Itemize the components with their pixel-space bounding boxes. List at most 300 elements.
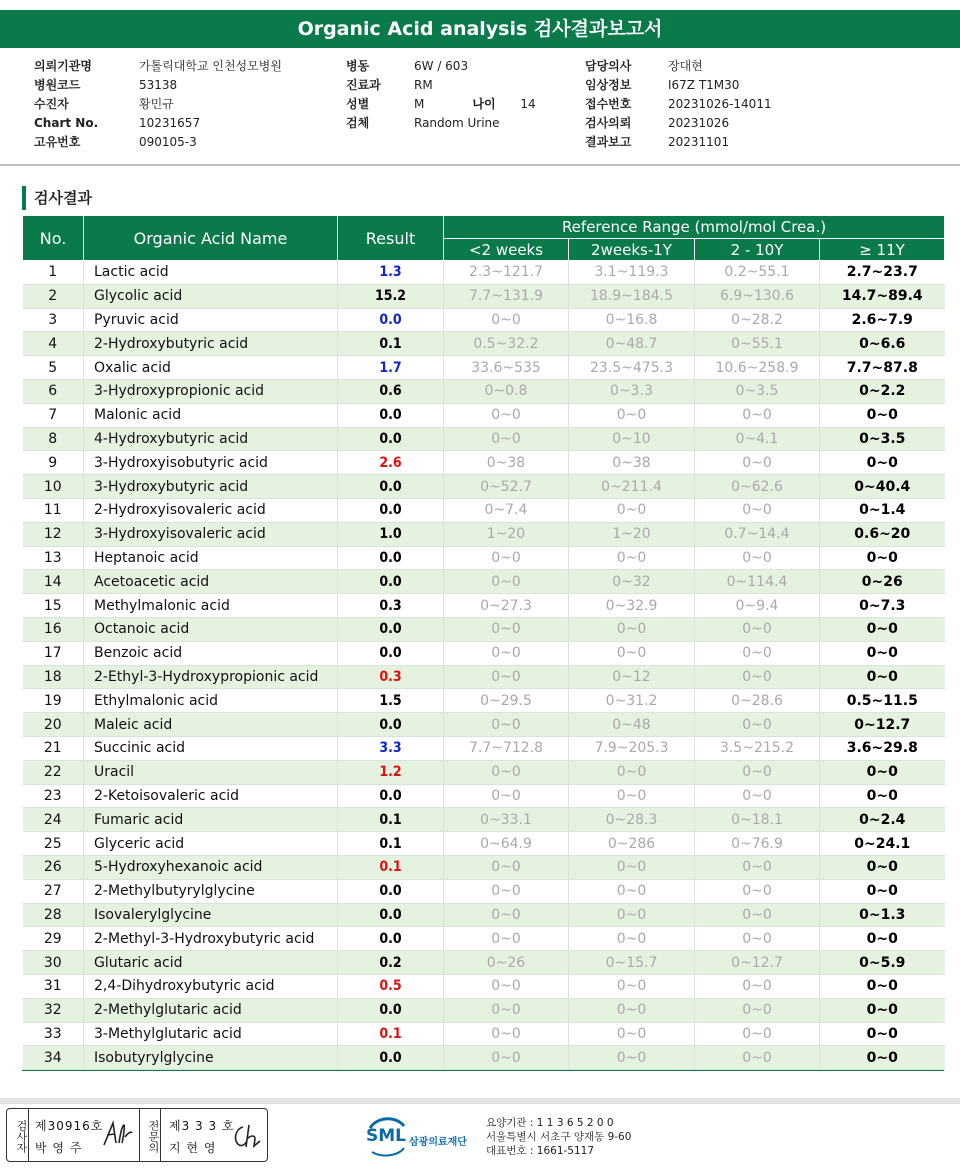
results-table: [22, 215, 945, 1070]
table-row: [23, 665, 945, 689]
result-value: 0.1: [338, 332, 444, 356]
range-11y-plus: 2.6~7.9: [820, 308, 945, 332]
range-2-10y: 0~0: [695, 760, 820, 784]
table-bottom-rule: [22, 1070, 944, 1071]
result-value: 0.0: [338, 427, 444, 451]
info-value: 10231657: [139, 115, 201, 130]
sml-logo-text: SML: [366, 1126, 406, 1146]
acid-name: Uracil: [84, 760, 338, 784]
range-2-10y: 0~9.4: [695, 594, 820, 618]
table-row: [23, 522, 945, 546]
info-label: 임상정보: [585, 78, 632, 92]
info-value: I67Z T1M30: [668, 77, 740, 92]
range-2weeks-1y: 0~3.3: [569, 379, 695, 403]
range-2weeks-1y: 0~0: [569, 546, 695, 570]
result-value: 0.0: [338, 879, 444, 903]
range-under-2-weeks: 0~0: [444, 665, 569, 689]
table-row: [23, 261, 945, 285]
acid-name: Glycolic acid: [84, 284, 338, 308]
table-row: [23, 570, 945, 594]
table-row: [23, 808, 945, 832]
range-11y-plus: 0~5.9: [820, 951, 945, 975]
info-label: 접수번호: [585, 97, 632, 111]
info-value: 20231101: [668, 134, 730, 149]
info-label: 결과보고: [585, 135, 632, 149]
row-number: 24: [23, 808, 84, 832]
row-number: 3: [23, 308, 84, 332]
row-number: 13: [23, 546, 84, 570]
range-11y-plus: 0~1.4: [820, 498, 945, 522]
row-number: 15: [23, 594, 84, 618]
info-value: 황민규: [139, 97, 174, 111]
age-label: 나이: [472, 97, 496, 111]
organization-info: [486, 1116, 631, 1158]
range-under-2-weeks: 0~0: [444, 570, 569, 594]
range-2-10y: 0~0: [695, 546, 820, 570]
header-range-11y-plus: ≥ 11Y: [820, 239, 945, 261]
range-2-10y: 0~0: [695, 498, 820, 522]
confirmer-name: 지 현 영: [169, 1141, 217, 1155]
table-row: [23, 1046, 945, 1070]
table-row: [23, 974, 945, 998]
result-value: 0.3: [338, 594, 444, 618]
row-number: 4: [23, 332, 84, 356]
range-2weeks-1y: 0~15.7: [569, 951, 695, 975]
row-number: 26: [23, 855, 84, 879]
header-info-column-1: [34, 56, 282, 151]
table-row: [23, 617, 945, 641]
range-2-10y: 0~18.1: [695, 808, 820, 832]
range-under-2-weeks: 0~0: [444, 903, 569, 927]
info-label: 의뢰기관명: [34, 59, 92, 73]
info-label: 검사의뢰: [585, 116, 632, 130]
acid-name: 3-Methylglutaric acid: [84, 1022, 338, 1046]
acid-name: 2-Methyl-3-Hydroxybutyric acid: [84, 927, 338, 951]
range-under-2-weeks: 0~0: [444, 1022, 569, 1046]
row-number: 27: [23, 879, 84, 903]
range-2-10y: 0~0: [695, 903, 820, 927]
range-2weeks-1y: 0~0: [569, 998, 695, 1022]
range-under-2-weeks: 7.7~131.9: [444, 284, 569, 308]
range-2weeks-1y: 0~211.4: [569, 475, 695, 499]
range-under-2-weeks: 7.7~712.8: [444, 736, 569, 760]
range-under-2-weeks: 0~0: [444, 998, 569, 1022]
result-value: 1.7: [338, 356, 444, 380]
range-under-2-weeks: 1~20: [444, 522, 569, 546]
range-2-10y: 0~28.2: [695, 308, 820, 332]
range-11y-plus: 0~0: [820, 784, 945, 808]
acid-name: Heptanoic acid: [84, 546, 338, 570]
range-11y-plus: 0~0: [820, 1022, 945, 1046]
range-2weeks-1y: 0~32.9: [569, 594, 695, 618]
range-under-2-weeks: 0~29.5: [444, 689, 569, 713]
result-value: 3.3: [338, 736, 444, 760]
result-value: 2.6: [338, 451, 444, 475]
range-2weeks-1y: 0~0: [569, 927, 695, 951]
row-number: 23: [23, 784, 84, 808]
range-2-10y: 0~12.7: [695, 951, 820, 975]
range-2weeks-1y: 0~32: [569, 570, 695, 594]
range-2weeks-1y: 18.9~184.5: [569, 284, 695, 308]
row-number: 28: [23, 903, 84, 927]
info-value: 53138: [139, 77, 178, 92]
info-value: 가톨릭대학교 인천성모병원: [139, 59, 282, 73]
examiner-label: 검사자: [7, 1109, 29, 1161]
range-2weeks-1y: 1~20: [569, 522, 695, 546]
row-number: 16: [23, 617, 84, 641]
info-label: 담당의사: [585, 59, 632, 73]
table-row: [23, 451, 945, 475]
result-value: 0.0: [338, 498, 444, 522]
range-2-10y: 0~0: [695, 927, 820, 951]
table-row: [23, 332, 945, 356]
range-2-10y: 0~4.1: [695, 427, 820, 451]
range-under-2-weeks: 0~0: [444, 1046, 569, 1070]
confirmer-license-no: 제3 3 3 호: [169, 1119, 235, 1133]
table-row: [23, 379, 945, 403]
info-label: 병원코드: [34, 78, 81, 92]
table-row: [23, 308, 945, 332]
acid-name: 4-Hydroxybutyric acid: [84, 427, 338, 451]
table-row: [23, 546, 945, 570]
result-value: 0.0: [338, 403, 444, 427]
result-value: 1.2: [338, 760, 444, 784]
row-number: 21: [23, 736, 84, 760]
header-range-2weeks-1y: 2weeks-1Y: [569, 239, 695, 261]
table-row: [23, 427, 945, 451]
row-number: 5: [23, 356, 84, 380]
range-2-10y: 0~0: [695, 451, 820, 475]
range-2weeks-1y: 0~0: [569, 1022, 695, 1046]
acid-name: Succinic acid: [84, 736, 338, 760]
info-row: [34, 132, 282, 151]
range-2-10y: 6.9~130.6: [695, 284, 820, 308]
range-11y-plus: 0~0: [820, 879, 945, 903]
signature-box: [6, 1108, 268, 1162]
row-number: 14: [23, 570, 84, 594]
info-label: 수진자: [34, 97, 69, 111]
range-2weeks-1y: 0~48: [569, 713, 695, 737]
row-number: 11: [23, 498, 84, 522]
result-value: 0.0: [338, 1046, 444, 1070]
row-number: 6: [23, 379, 84, 403]
table-row: [23, 284, 945, 308]
range-2weeks-1y: 0~0: [569, 498, 695, 522]
range-2-10y: 0~0: [695, 713, 820, 737]
range-11y-plus: 0~0: [820, 998, 945, 1022]
range-11y-plus: 0.5~11.5: [820, 689, 945, 713]
acid-name: Pyruvic acid: [84, 308, 338, 332]
table-row: [23, 927, 945, 951]
table-row: [23, 689, 945, 713]
acid-name: Glyceric acid: [84, 832, 338, 856]
result-value: 0.0: [338, 546, 444, 570]
footer-divider: [0, 1098, 960, 1104]
examiner-license-no: 제30916호: [35, 1119, 104, 1133]
info-value: 장대현: [668, 59, 703, 73]
result-value: 0.0: [338, 927, 444, 951]
table-row: [23, 760, 945, 784]
report-title: Organic Acid analysis 검사결과보고서: [0, 10, 960, 48]
range-2-10y: 0~0: [695, 998, 820, 1022]
range-11y-plus: 0~0: [820, 927, 945, 951]
header-no: No.: [23, 216, 84, 261]
acid-name: 2-Methylglutaric acid: [84, 998, 338, 1022]
table-row: [23, 832, 945, 856]
range-2-10y: 0.2~55.1: [695, 261, 820, 285]
acid-name: Octanoic acid: [84, 617, 338, 641]
info-row: [346, 113, 536, 132]
confirmer-signature-icon: [229, 1121, 263, 1151]
row-number: 1: [23, 261, 84, 285]
results-body: [23, 261, 945, 1070]
examiner-signature-icon: [101, 1119, 135, 1151]
acid-name: Isovalerylglycine: [84, 903, 338, 927]
range-11y-plus: 3.6~29.8: [820, 736, 945, 760]
result-value: 0.0: [338, 617, 444, 641]
range-2-10y: 0~0: [695, 879, 820, 903]
row-number: 25: [23, 832, 84, 856]
header-info-column-2: [346, 56, 536, 132]
acid-name: Methylmalonic acid: [84, 594, 338, 618]
range-11y-plus: 0~24.1: [820, 832, 945, 856]
info-label: Chart No.: [34, 115, 99, 130]
info-label: 검체: [346, 116, 370, 130]
range-2-10y: 0~3.5: [695, 379, 820, 403]
acid-name: Fumaric acid: [84, 808, 338, 832]
info-row: [585, 113, 772, 132]
range-under-2-weeks: 0~38: [444, 451, 569, 475]
org-line: 요양기관 : 1 1 3 6 5 2 0 0: [486, 1117, 614, 1129]
range-2-10y: 0~0: [695, 617, 820, 641]
acid-name: Benzoic acid: [84, 641, 338, 665]
range-2-10y: 0~0: [695, 1046, 820, 1070]
result-value: 0.6: [338, 379, 444, 403]
acid-name: 2-Ethyl-3-Hydroxypropionic acid: [84, 665, 338, 689]
result-value: 0.0: [338, 713, 444, 737]
row-number: 31: [23, 974, 84, 998]
row-number: 7: [23, 403, 84, 427]
range-11y-plus: 0~0: [820, 974, 945, 998]
row-number: 18: [23, 665, 84, 689]
range-under-2-weeks: 0~26: [444, 951, 569, 975]
table-row: [23, 594, 945, 618]
row-number: 12: [23, 522, 84, 546]
row-number: 22: [23, 760, 84, 784]
range-2-10y: 0~0: [695, 1022, 820, 1046]
row-number: 30: [23, 951, 84, 975]
range-2weeks-1y: 0~0: [569, 903, 695, 927]
acid-name: 2-Methylbutyrylglycine: [84, 879, 338, 903]
table-row: [23, 641, 945, 665]
table-row: [23, 903, 945, 927]
table-row: [23, 356, 945, 380]
table-row: [23, 736, 945, 760]
range-2-10y: 0~0: [695, 784, 820, 808]
info-row: [346, 94, 536, 113]
row-number: 19: [23, 689, 84, 713]
acid-name: 3-Hydroxyisobutyric acid: [84, 451, 338, 475]
header-name: Organic Acid Name: [84, 216, 338, 261]
table-row: [23, 784, 945, 808]
info-value: RM: [414, 77, 433, 92]
range-2weeks-1y: 0~0: [569, 784, 695, 808]
range-11y-plus: 0~1.3: [820, 903, 945, 927]
acid-name: 2-Hydroxyisovaleric acid: [84, 498, 338, 522]
row-number: 20: [23, 713, 84, 737]
result-value: 0.0: [338, 641, 444, 665]
range-under-2-weeks: 0~0: [444, 927, 569, 951]
info-row: [34, 56, 282, 75]
range-2-10y: 0.7~14.4: [695, 522, 820, 546]
info-value: 20231026-14011: [668, 96, 772, 111]
info-value: Random Urine: [414, 115, 500, 130]
acid-name: Acetoacetic acid: [84, 570, 338, 594]
range-11y-plus: 7.7~87.8: [820, 356, 945, 380]
range-2weeks-1y: 7.9~205.3: [569, 736, 695, 760]
result-value: 1.5: [338, 689, 444, 713]
row-number: 2: [23, 284, 84, 308]
acid-name: 3-Hydroxybutyric acid: [84, 475, 338, 499]
acid-name: Maleic acid: [84, 713, 338, 737]
info-value: 090105-3: [139, 134, 197, 149]
acid-name: 5-Hydroxyhexanoic acid: [84, 855, 338, 879]
range-under-2-weeks: 0~27.3: [444, 594, 569, 618]
row-number: 32: [23, 998, 84, 1022]
acid-name: 2-Ketoisovaleric acid: [84, 784, 338, 808]
info-row: [346, 75, 536, 94]
range-under-2-weeks: 0~0: [444, 308, 569, 332]
range-2-10y: 0~0: [695, 403, 820, 427]
acid-name: 3-Hydroxyisovaleric acid: [84, 522, 338, 546]
table-row: [23, 403, 945, 427]
range-under-2-weeks: 0~0: [444, 855, 569, 879]
range-under-2-weeks: 0~0: [444, 546, 569, 570]
acid-name: Glutaric acid: [84, 951, 338, 975]
result-value: 0.1: [338, 855, 444, 879]
table-row: [23, 951, 945, 975]
range-2weeks-1y: 0~0: [569, 760, 695, 784]
range-11y-plus: 0~0: [820, 855, 945, 879]
range-under-2-weeks: 0~52.7: [444, 475, 569, 499]
range-2weeks-1y: 0~0: [569, 974, 695, 998]
range-under-2-weeks: 0~0: [444, 427, 569, 451]
range-under-2-weeks: 0~0.8: [444, 379, 569, 403]
range-2weeks-1y: 0~12: [569, 665, 695, 689]
row-number: 10: [23, 475, 84, 499]
range-under-2-weeks: 0~0: [444, 641, 569, 665]
result-value: 1.0: [338, 522, 444, 546]
result-value: 0.0: [338, 784, 444, 808]
range-under-2-weeks: 2.3~121.7: [444, 261, 569, 285]
range-2-10y: 0~0: [695, 855, 820, 879]
range-under-2-weeks: 0~0: [444, 784, 569, 808]
info-row: [34, 113, 282, 132]
confirmer-label: 전문의: [139, 1109, 161, 1161]
row-number: 9: [23, 451, 84, 475]
range-11y-plus: 0~40.4: [820, 475, 945, 499]
acid-name: Ethylmalonic acid: [84, 689, 338, 713]
acid-name: 2,4-Dihydroxybutyric acid: [84, 974, 338, 998]
info-row: [585, 94, 772, 113]
range-under-2-weeks: 0~0: [444, 713, 569, 737]
info-row: [585, 75, 772, 94]
header-info-column-3: [585, 56, 772, 151]
header-result: Result: [338, 216, 444, 261]
range-under-2-weeks: 0~0: [444, 879, 569, 903]
table-row: [23, 475, 945, 499]
range-2weeks-1y: 0~0: [569, 617, 695, 641]
range-11y-plus: 0~0: [820, 546, 945, 570]
result-value: 1.3: [338, 261, 444, 285]
range-2-10y: 0~0: [695, 641, 820, 665]
info-label: 고유번호: [34, 135, 81, 149]
range-11y-plus: 0~7.3: [820, 594, 945, 618]
range-2-10y: 0~28.6: [695, 689, 820, 713]
range-under-2-weeks: 0~0: [444, 974, 569, 998]
age-value: 14: [520, 96, 536, 111]
table-row: [23, 1022, 945, 1046]
row-number: 29: [23, 927, 84, 951]
range-under-2-weeks: 0.5~32.2: [444, 332, 569, 356]
result-value: 0.0: [338, 475, 444, 499]
range-2weeks-1y: 0~0: [569, 1046, 695, 1070]
range-2weeks-1y: 0~31.2: [569, 689, 695, 713]
result-value: 0.1: [338, 1022, 444, 1046]
range-under-2-weeks: 0~33.1: [444, 808, 569, 832]
header-reference-range: Reference Range (mmol/mol Crea.): [444, 216, 945, 239]
table-row: [23, 498, 945, 522]
result-value: 0.5: [338, 974, 444, 998]
range-2weeks-1y: 3.1~119.3: [569, 261, 695, 285]
range-2-10y: 0~0: [695, 974, 820, 998]
range-2weeks-1y: 0~0: [569, 403, 695, 427]
range-under-2-weeks: 0~64.9: [444, 832, 569, 856]
range-2weeks-1y: 0~38: [569, 451, 695, 475]
result-value: 15.2: [338, 284, 444, 308]
range-2-10y: 0~0: [695, 665, 820, 689]
result-value: 0.3: [338, 665, 444, 689]
acid-name: 3-Hydroxypropionic acid: [84, 379, 338, 403]
range-under-2-weeks: 0~7.4: [444, 498, 569, 522]
result-value: 0.1: [338, 832, 444, 856]
examiner-name: 박 영 주: [35, 1141, 83, 1155]
range-11y-plus: 0~0: [820, 760, 945, 784]
range-11y-plus: 0~0: [820, 451, 945, 475]
info-row: [34, 75, 282, 94]
range-2weeks-1y: 0~16.8: [569, 308, 695, 332]
range-under-2-weeks: 0~0: [444, 403, 569, 427]
range-under-2-weeks: 0~0: [444, 617, 569, 641]
range-2-10y: 0~55.1: [695, 332, 820, 356]
header-divider: [0, 164, 960, 166]
result-value: 0.0: [338, 903, 444, 927]
range-2-10y: 10.6~258.9: [695, 356, 820, 380]
section-title: 검사결과: [22, 186, 92, 210]
range-2weeks-1y: 0~286: [569, 832, 695, 856]
range-11y-plus: 0~0: [820, 403, 945, 427]
row-number: 34: [23, 1046, 84, 1070]
table-row: [23, 879, 945, 903]
info-value: M: [414, 96, 425, 111]
range-11y-plus: 0~6.6: [820, 332, 945, 356]
range-2weeks-1y: 0~10: [569, 427, 695, 451]
org-line: 서울특별시 서초구 양재동 9-60: [486, 1131, 632, 1143]
range-11y-plus: 0~3.5: [820, 427, 945, 451]
range-under-2-weeks: 33.6~535: [444, 356, 569, 380]
acid-name: Lactic acid: [84, 261, 338, 285]
range-11y-plus: 0~0: [820, 617, 945, 641]
